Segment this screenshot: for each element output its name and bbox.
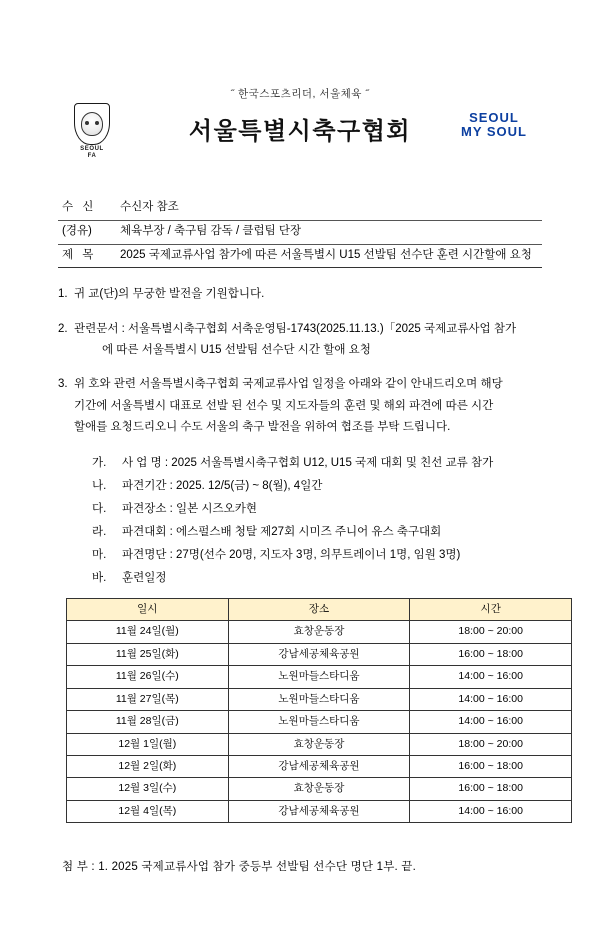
body-item-line: 귀 교(단)의 무궁한 발전을 기원합니다.: [74, 288, 265, 301]
list-item: [92, 521, 542, 544]
seoul-fa-emblem-icon: [70, 103, 114, 159]
table-row: [67, 666, 572, 688]
list-item-text: 파견대회 : 에스펄스배 청탈 제27회 시미즈 주니어 유스 축구대회: [122, 526, 442, 539]
cell-time: 14:00 ~ 16:00: [410, 711, 572, 733]
cell-place: 효창운동장: [228, 778, 410, 800]
brand-line-2: MY SOUL: [461, 123, 527, 139]
list-item-text: 파견장소 : 일본 시즈오카현: [122, 503, 257, 516]
document-page: [0, 86, 600, 935]
cell-time: 16:00 ~ 18:00: [410, 778, 572, 800]
cell-date: 11월 27일(목): [67, 688, 229, 710]
training-schedule-table: [66, 598, 572, 823]
page-title: 서울특별시축구협회: [188, 118, 412, 145]
cell-place: 노원마들스타디움: [228, 711, 410, 733]
body-item-line: 에 따른 서울특별시 U15 선발팀 선수단 시간 할애 요청: [102, 343, 371, 356]
cell-time: 18:00 ~ 20:00: [410, 621, 572, 643]
body-item-line: 할애를 요청드리오니 수도 서울의 축구 발전을 위하여 협조를 부탁 드립니다.: [74, 420, 451, 433]
body-item: [58, 374, 542, 438]
cell-time: 14:00 ~ 16:00: [410, 666, 572, 688]
document-meta: [58, 197, 542, 268]
list-item: [92, 544, 542, 567]
recipient-row: [58, 197, 542, 220]
detail-list: [58, 452, 542, 590]
list-item-text: 파견기간 : 2025. 12/5(금) ~ 8(월), 4일간: [122, 480, 323, 493]
table-row: [67, 733, 572, 755]
via-row: [58, 221, 542, 244]
cell-time: 14:00 ~ 16:00: [410, 800, 572, 822]
cell-place: 효창운동장: [228, 621, 410, 643]
subject-label: 제 목: [62, 248, 97, 261]
body-item: [58, 284, 542, 305]
table-header-row: [67, 599, 572, 621]
subject-value: 2025 국제교류사업 참가에 따른 서울특별시 U15 선발팀 선수단 훈련 시간할애 요청: [120, 248, 532, 261]
list-item-text: 사 업 명 : 2025 서울특별시축구협회 U12, U15 국제 대회 및 친선 교류 참가: [122, 457, 494, 470]
list-item: [92, 452, 542, 475]
emblem-sublabel: FA: [87, 153, 97, 159]
cell-date: 11월 24일(월): [67, 621, 229, 643]
list-item: [92, 475, 542, 498]
list-item-marker: 다.: [92, 503, 107, 516]
list-item: [92, 567, 542, 590]
cell-date: 11월 25일(화): [67, 643, 229, 665]
cell-place: 강남세공체육공원: [228, 755, 410, 777]
cell-time: 14:00 ~ 16:00: [410, 688, 572, 710]
cell-time: 18:00 ~ 20:00: [410, 733, 572, 755]
table-row: [67, 688, 572, 710]
meta-divider-3: [58, 267, 542, 268]
body-item-line: 관련문서 : 서울특별시축구협회 서축운영팀-1743(2025.11.13.)「2025 국제교류사업 참가: [74, 322, 517, 335]
list-item-marker: 라.: [92, 526, 107, 539]
table-row: [67, 643, 572, 665]
cell-time: 16:00 ~ 18:00: [410, 643, 572, 665]
body-item: [58, 319, 542, 362]
recipient-value: 수신자 참조: [120, 201, 179, 213]
cell-time: 16:00 ~ 18:00: [410, 755, 572, 777]
body-item-number: 1.: [58, 288, 68, 301]
list-item-text: 파견명단 : 27명(선수 20명, 지도자 3명, 의무트레이너 1명, 임원 3명): [122, 549, 461, 562]
list-item-marker: 마.: [92, 549, 107, 562]
table-row: [67, 711, 572, 733]
subject-row: [58, 245, 542, 268]
cell-place: 노원마들스타디움: [228, 666, 410, 688]
cell-date: 12월 4일(목): [67, 800, 229, 822]
list-item-marker: 나.: [92, 480, 107, 493]
cell-place: 강남세공체육공원: [228, 800, 410, 822]
slogan-text: ˝ 한국스포츠리더, 서울체육 ˝: [230, 88, 370, 100]
document-body: [58, 284, 542, 878]
seoul-my-soul-logo: [452, 111, 536, 138]
via-label: (경유): [62, 224, 92, 237]
list-item-marker: 바.: [92, 572, 107, 585]
cell-date: 11월 26일(수): [67, 666, 229, 688]
cell-place: 효창운동장: [228, 733, 410, 755]
column-header-date: 일시: [67, 599, 229, 621]
cell-date: 12월 3일(수): [67, 778, 229, 800]
body-item-number: 3.: [58, 378, 68, 391]
body-item-number: 2.: [58, 322, 68, 335]
cell-date: 12월 1일(월): [67, 733, 229, 755]
table-row: [67, 800, 572, 822]
cell-place: 노원마들스타디움: [228, 688, 410, 710]
cell-date: 12월 2일(화): [67, 755, 229, 777]
brand-line-1: SEOUL: [469, 110, 519, 125]
column-header-place: 장소: [228, 599, 410, 621]
list-item-text: 훈련일정: [122, 572, 167, 585]
cell-place: 강남세공체육공원: [228, 643, 410, 665]
recipient-label: 수 신: [62, 201, 97, 213]
table-row: [67, 755, 572, 777]
list-item-marker: 가.: [92, 457, 107, 470]
via-value: 체육부장 / 축구팀 감독 / 클럽팀 단장: [120, 224, 302, 237]
table-row: [67, 621, 572, 643]
column-header-time: 시간: [410, 599, 572, 621]
emblem-label: SEOUL: [80, 146, 104, 152]
table-row: [67, 778, 572, 800]
attachment-note: 첨 부 : 1. 2025 국제교류사업 참가 중등부 선발팀 선수단 명단 1부. 끝.: [62, 861, 416, 874]
list-item: [92, 498, 542, 521]
body-item-line: 기간에 서울특별시 대표로 선발 된 선수 및 지도자들의 훈련 및 해외 파견에 따른 시간: [74, 399, 494, 412]
document-header: [58, 105, 542, 167]
body-item-line: 위 호와 관련 서울특별시축구협회 국제교류사업 일정을 아래와 같이 안내드리오며 해당: [74, 378, 503, 391]
cell-date: 11월 28일(금): [67, 711, 229, 733]
